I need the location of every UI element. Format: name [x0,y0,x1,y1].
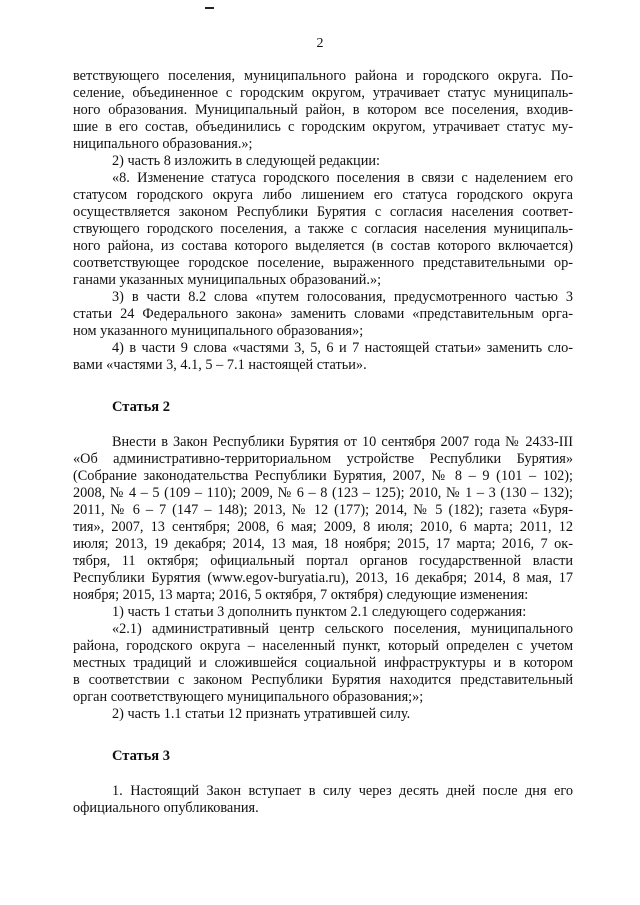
text-line: официального опубликования. [73,800,259,816]
text-line: «Об административно-территориальном устройстве Республики Бурятия» [73,451,573,467]
text-line: ветствующего поселения, муниципального района и городского округа. По- [73,68,573,84]
text-line: тия», 2007, 13 сентября; 2008, 6 мая; 2009, 8 июля; 2010, 6 марта; 2011, 12 [73,519,573,535]
text-line: тября, 11 октября; официальный портал органов государственной власти [73,553,573,569]
text-line: в соответствии с законом Республики Бурятия находится представительный [73,672,573,688]
text-line: 2) часть 1.1 статьи 12 признать утратившей силу. [112,706,411,722]
text-line: 4) в части 9 слова «частями 3, 5, 6 и 7 настоящей статьи» заменить сло- [112,340,573,356]
text-line: Внести в Закон Республики Бурятия от 10 сентября 2007 года № 2433-III [112,434,573,450]
text-line: ного района, из состава которого выделяется (в состав которого включается) [73,238,573,254]
text-line: ниципального образования.»; [73,136,253,152]
text-line: ганами указанных муниципальных образований.»; [73,272,382,288]
article-2-heading: Статья 2 [112,399,170,415]
text-line: июля; 2013, 19 декабря; 2014, 13 мая, 18 ноября; 2015, 17 марта; 2016, 7 ок- [73,536,573,552]
text-line: ноября; 2015, 13 марта; 2016, 5 октября, 7 октября) следующие изменения: [73,587,529,603]
text-line: ствующего городского поселения, а также с согласия населения муниципаль- [73,221,573,237]
text-line: ного образования. Муниципальный район, в котором все поселения, входив- [73,102,573,118]
text-line: 1. Настоящий Закон вступает в силу через десять дней после дня его [112,783,573,799]
text-line: статьи 24 Федерального закона» заменить словами «представительным орга- [73,306,573,322]
text-line: осуществляется законом Республики Бурятия с согласия населения соответ- [73,204,573,220]
text-line: 2) часть 8 изложить в следующей редакции: [112,153,380,169]
text-line: района, городского округа – населенный пункт, который определен с учетом [73,638,573,654]
text-line: Республики Бурятия (www.egov-buryatia.ru), 2013, 16 декабря; 2014, 8 мая, 17 [73,570,573,586]
text-line: «8. Изменение статуса городского поселения в связи с наделением его [112,170,573,186]
text-line: орган соответствующего муниципального образования;»; [73,689,424,705]
text-line: местных традиций и сложившейся социальной инфраструктуры и в котором [73,655,573,671]
text-line: ном указанного муниципального образования»; [73,323,364,339]
text-line: вами «частями 3, 4.1, 5 – 7.1 настоящей статьи». [73,357,367,373]
text-line: 2011, № 6 – 7 (147 – 148); 2013, № 12 (177); 2014, № 5 (182); газета «Буря- [73,502,573,518]
text-line: селение, объединенное с городским округом, утрачивает статус муниципаль- [73,85,573,101]
page-number: 2 [316,36,324,51]
article-3-heading: Статья 3 [112,748,170,764]
text-line: статусом городского округа либо лишением его статуса городского округа [73,187,573,203]
text-line: 1) часть 1 статьи 3 дополнить пунктом 2.1 следующего содержания: [112,604,527,620]
scan-mark [205,7,214,9]
text-line: «2.1) административный центр сельского поселения, муниципального [112,621,573,637]
text-line: соответствующее городское поселение, выраженного представительными ор- [73,255,573,271]
text-line: 3) в части 8.2 слова «путем голосования, предусмотренного частью 3 [112,289,573,305]
text-line: (Собрание законодательства Республики Бурятия, 2007, № 8 – 9 (101 – 102); [73,468,573,484]
text-line: 2008, № 4 – 5 (109 – 110); 2009, № 6 – 8 (123 – 125); 2010, № 1 – 3 (130 – 132); [73,485,573,501]
text-line: шие в его состав, объединились с городским округом, утрачивает статус му- [73,119,573,135]
